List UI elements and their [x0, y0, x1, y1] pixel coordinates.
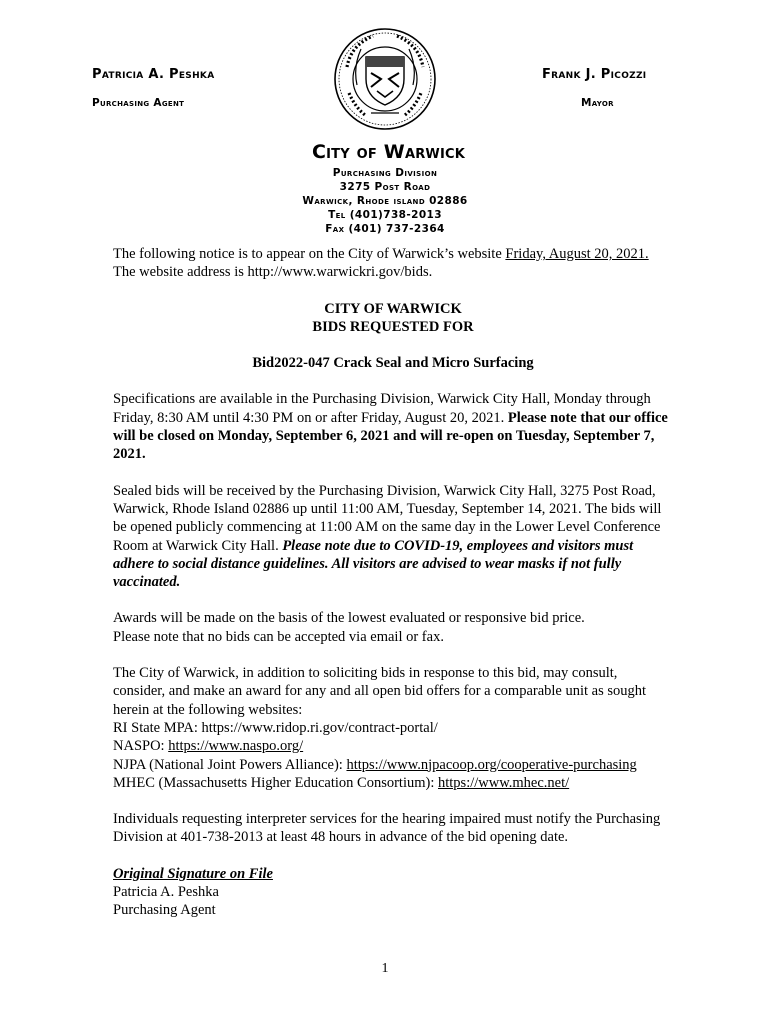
specs-closure-note: Please note that our office will be closed on Monday, September 6, 2021 and will re-open on Tuesday, September 7, 2021. [113, 409, 668, 463]
njpa-line: NJPA (National Joint Powers Alliance): https://www.njpacoop.org/cooperative-purchasing [113, 756, 637, 773]
mhec-line: MHEC (Massachusetts Higher Education Consortium): https://www.mhec.net/ [113, 774, 570, 791]
header-left-name: Patricia A. Peshka [92, 67, 215, 82]
njpa-link[interactable]: https://www.njpacoop.org/cooperative-purchasing [346, 756, 637, 773]
header-right-name: Frank J. Picozzi [542, 67, 647, 82]
awards-line2: Please note that no bids can be accepted via email or fax. [113, 628, 444, 645]
notice-body [113, 245, 673, 920]
signature-label: Original Signature on File [113, 865, 273, 882]
heading-line1: CITY OF WARWICK [324, 300, 462, 317]
page-number: 1 [381, 961, 389, 976]
specs-paragraph: Specifications are available in the Purchasing Division, Warwick City Hall, Monday through Friday, 8:30 AM until 4:30 PM on or after Friday, August 20, 2021. Please note that our office will be closed on Monday, September 6, 2021 and will re-open on Tuesday, September 7, 2021. [113, 391, 668, 463]
org-division: Purchasing Division [332, 167, 438, 179]
notice-date: Friday, August 20, 2021. [505, 246, 649, 262]
signature-title: Purchasing Agent [113, 902, 216, 919]
org-name: City of Warwick [311, 141, 466, 163]
bid-title: Bid2022-047 Crack Seal and Micro Surfacing [252, 355, 534, 372]
covid-note: Please note due to COVID-19, employees and visitors must adhere to social distance guidelines. All visitors are advised to wear masks if not fully vaccinated. [113, 537, 634, 591]
ri-state-line: RI State MPA: https://www.ridop.ri.gov/contract-portal/ [113, 719, 438, 736]
mhec-link[interactable]: https://www.mhec.net/ [438, 774, 570, 791]
org-block [0, 141, 770, 236]
org-fax: Fax (401) 737-2364 [325, 223, 445, 235]
heading-line2: BIDS REQUESTED FOR [312, 318, 474, 335]
notice-intro: The following notice is to appear on the City of Warwick’s website Friday, August 20, 2021. The website address is http://www.warwickri.gov/bids. [113, 246, 649, 281]
signature-name: Patricia A. Peshka [113, 884, 219, 901]
consult-paragraph: The City of Warwick, in addition to soliciting bids in response to this bid, may consult, consider, and make an award for any and all open bid offers for a comparable unit as sought herein at the following websites: [113, 665, 647, 718]
interpreter-paragraph: Individuals requesting interpreter services for the hearing impaired must notify the Purchasing Division at 401-738-2013 at least 48 hours in advance of the bid opening date. [113, 811, 661, 846]
sealed-bids-paragraph: Sealed bids will be received by the Purchasing Division, Warwick City Hall, 3275 Post Road, Warwick, Rhode Island 02886 up until 11:00 AM, Tuesday, September 14, 2021. The bids will be opened publicly commencing at 11:00 AM on the same day in the Lower Level Conference Room at Warwick City Hall. Please note due to COVID-19, employees and visitors must adhere to social distance guidelines. All visitors are advised to wear masks if not fully vaccinated. [113, 482, 662, 591]
naspo-link[interactable]: https://www.naspo.org/ [168, 738, 304, 755]
org-street: 3275 Post Road [339, 181, 431, 193]
city-seal-icon [333, 27, 437, 131]
org-city: Warwick, Rhode island 02886 [302, 195, 468, 207]
org-phone: Tel (401)738-2013 [328, 209, 442, 221]
naspo-line: NASPO: https://www.naspo.org/ [113, 738, 304, 755]
header-left-title: Purchasing Agent [92, 97, 185, 109]
ri-state-url: https://www.ridop.ri.gov/contract-portal/ [201, 719, 438, 736]
awards-line1: Awards will be made on the basis of the lowest evaluated or responsive bid price. [113, 610, 585, 627]
header-right-title: Mayor [581, 97, 614, 109]
